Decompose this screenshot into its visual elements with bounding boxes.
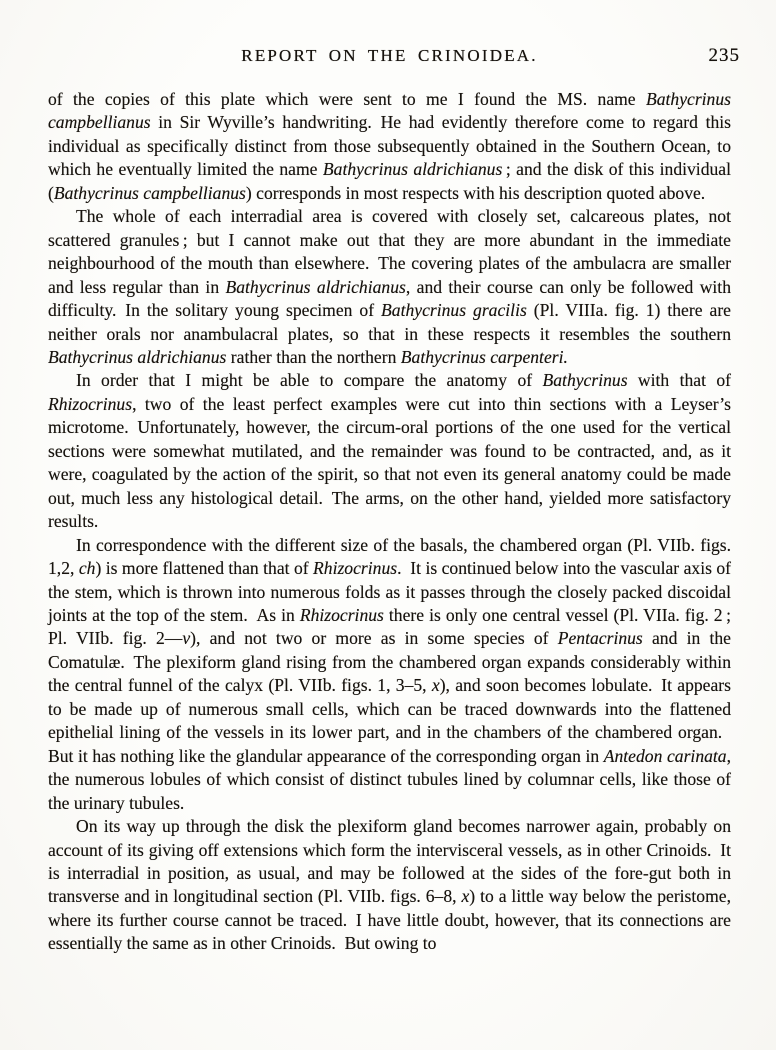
italic-text-run: Bathycrinus gracilis	[381, 300, 527, 321]
paragraph	[48, 88, 731, 205]
italic-text-run: x	[431, 675, 440, 696]
text-run: ), and soon becomes lobulate. It appears to be made up of numerous small cells, which can be traced downwards into the flattened epithelial lining of the vessels in its lower part, and in the chambers of the chambered organ. But it has nothing like the glandular appearance of the corresponding organ in	[48, 675, 731, 766]
text-run: there is only one central vessel (Pl. VIIa. fig. 2 ; Pl. VIIb. fig. 2—	[48, 604, 732, 649]
text-run: with that of	[627, 370, 731, 391]
text-run: The whole of each interradial area is covered with closely set, calcareous plates, not scattered granules ; but I cannot make out that they are more abundant in the immediate neighbourhood of the mouth than elsewhere. The covering plates of the ambulacra are smaller and less regular than in	[48, 206, 731, 297]
text-run: ) to a little way below the peristome, where its further course cannot be traced. I have little doubt, however, that its connections are essentially the same as in other Crinoids. But owing to	[48, 886, 731, 954]
text-run: of the copies of this plate which were sent to me I found the MS. name	[48, 89, 646, 109]
text-run: , and their course can only be followed with difficulty. In the solitary young specimen of	[48, 276, 731, 321]
text-run: , the numerous lobules of which consist of distinct tubules lined by columnar cells, like those of the urinary tubules.	[48, 745, 731, 813]
text-run: ) corresponds in most respects with his description quoted above.	[245, 182, 706, 203]
text-run: (Pl. VIIIa. fig. 1) there are neither orals nor anambulacral plates, so that in these respects it resembles the southern	[48, 300, 731, 344]
paragraph	[48, 534, 731, 815]
italic-text-run: Bathycrinus campbellianus	[48, 89, 731, 133]
italic-text-run: Bathycrinus campbellianus	[53, 182, 246, 203]
text-run: In correspondence with the different size of the basals, the chambered organ (Pl. VIIb. figs. 1,2,	[48, 534, 731, 579]
italic-text-run: Bathycrinus carpenteri.	[400, 346, 568, 367]
paragraph	[48, 205, 731, 369]
text-run: , two of the least perfect examples were cut into thin sections with a Leyser’s microtome. Unfortunately, however, the circum-oral portions of the one used for the vertical sections were somewhat mutilated, and the remainder was found to be contracted, and, as it were, coagulated by the action of the spirit, so that not even its general anatomy could be made out, much less any histological detail. The arms, on the other hand, yielded more satisfactory results.	[48, 393, 731, 532]
italic-text-run: Antedon carinata	[603, 745, 727, 766]
text-run: . It is continued below into the vascular axis of the stem, which is thrown into numerous folds as it passes through the closely packed discoidal joints at the top of the stem. As in	[48, 558, 732, 625]
text-run: In order that I might be able to compare the anatomy of	[76, 370, 543, 391]
italic-text-run: Rhizocrinus	[48, 393, 133, 414]
italic-text-run: Bathycrinus aldrichianus	[225, 276, 406, 297]
text-run: rather than the northern	[226, 346, 401, 367]
page-body	[48, 88, 731, 956]
italic-text-run: Rhizocrinus	[313, 558, 398, 579]
italic-text-run: Bathycrinus	[542, 370, 628, 391]
page-header	[48, 45, 740, 70]
italic-text-run: Pentacrinus	[557, 628, 643, 649]
italic-text-run: Bathycrinus aldrichianus	[48, 346, 227, 367]
text-run: On its way up through the disk the plexiform gland becomes narrower again, probably on account of its giving off extensions which form the intervisceral vessels, as in other Crinoids. It is interradial in position, as usual, and may be followed at the sides of the fore-gut both in transverse and in longitudinal section (Pl. VIIb. figs. 6–8,	[48, 816, 731, 907]
text-run: in Sir Wyville’s handwriting. He had evidently therefore come to regard this individual as specifically distinct from those subsequently obtained in the Southern Ocean, to which he eventually limited the name	[48, 112, 731, 180]
text-run: ), and not two or more as in some species of	[190, 628, 558, 649]
running-title: REPORT ON THE CRINOIDEA.	[241, 46, 538, 65]
italic-text-run: Rhizocrinus	[299, 604, 384, 625]
text-run: ) is more flattened than that of	[95, 558, 314, 579]
italic-text-run: v	[182, 628, 191, 649]
text-run: and in the Comatulæ. The plexiform gland rising from the chambered organ expands considerably within the central funnel of the calyx (Pl. VIIb. figs. 1, 3–5,	[48, 628, 731, 696]
paragraph	[48, 815, 731, 956]
italic-text-run: x	[461, 886, 470, 907]
paragraph	[48, 369, 731, 533]
italic-text-run: ch	[78, 558, 96, 579]
text-run: ; and the disk of this individual (	[48, 159, 731, 203]
italic-text-run: Bathycrinus aldrichianus	[322, 159, 503, 180]
page-number: 235	[708, 45, 740, 66]
